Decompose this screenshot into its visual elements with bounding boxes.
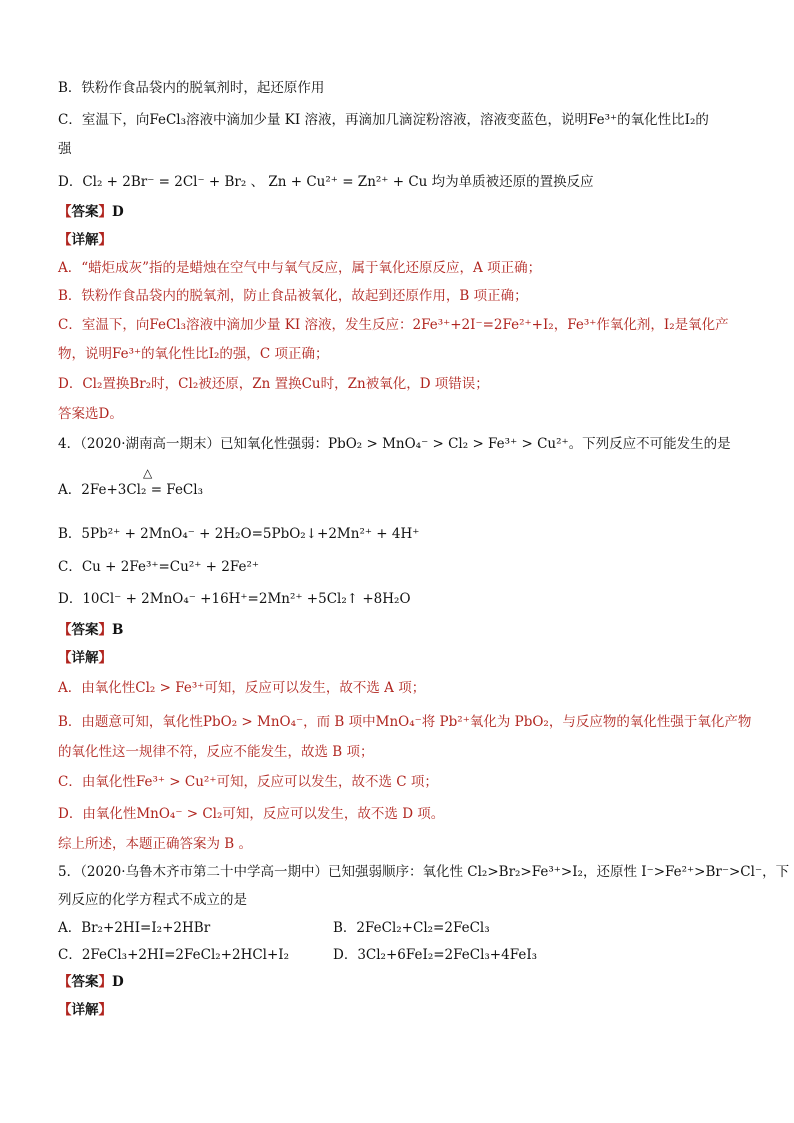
q4-detail-a: A．由氧化性Cl₂ > Fe³⁺可知，反应可以发生，故不选 A 项； [58,680,426,696]
q4-answer: 【答案】B [58,622,124,638]
q3-detail-c-line2: 物，说明Fe³⁺的氧化性比I₂的强，C 项正确； [58,346,329,362]
q4-detail-d: D．由氧化性MnO₄⁻ > Cl₂可知，反应可以发生，故不选 D 项。 [58,806,445,822]
q3-option-d: D．Cl₂ + 2Br⁻ = 2Cl⁻ + Br₂ 、 Zn + Cu²⁺ = Zn²⁺ + Cu 均为单质被还原的置换反应 [58,174,594,190]
q4-option-b: B．5Pb²⁺ + 2MnO₄⁻ + 2H₂O=5PbO₂↓+2Mn²⁺ + 4H⁺ [58,526,420,542]
q5-option-d: D．3Cl₂+6FeI₂=2FeCl₃+4FeI₃ [333,947,538,963]
answer-label: 答案 [71,204,99,220]
q3-option-c-line2: 强 [58,141,72,157]
q5-stem-line2: 列反应的化学方程式不成立的是 [58,892,247,908]
q3-detail-c-line1: C．室温下，向FeCl₃溶液中滴加少量 KI 溶液，发生反应：2Fe³⁺+2I⁻=2Fe²⁺+I₂，Fe³⁺作氧化剂，I₂是氧化产 [58,317,729,333]
q4-option-d: D．10Cl⁻ + 2MnO₄⁻ +16H⁺=2Mn²⁺ +5Cl₂↑ +8H₂O [58,591,411,607]
q4-conclusion: 综上所述，本题正确答案为 B 。 [58,836,253,852]
q3-detail-b: B．铁粉作食品袋内的脱氧剂，防止食品被氧化，故起到还原作用，B 项正确； [58,288,528,304]
q3-answer-value: D [112,204,124,220]
q3-answer: 【答案】D [58,204,124,220]
q4-answer-value: B [112,622,124,638]
q5-option-a: A．Br₂+2HI=I₂+2HBr [58,920,211,936]
q5-detail-label: 【详解】 [58,1002,112,1018]
q3-conclusion: 答案选D。 [58,406,123,422]
q4-detail-b-line1: B．由题意可知，氧化性PbO₂ > MnO₄⁻，而 B 项中MnO₄⁻将 Pb²⁺氧化为 PbO₂，与反应物的氧化性强于氧化产物 [58,714,752,730]
q3-option-c-line1: C．室温下，向FeCl₃溶液中滴加少量 KI 溶液，再滴加几滴淀粉溶液，溶液变蓝色，说明Fe³⁺的氧化性比I₂的 [58,112,709,128]
q4-detail-b-line2: 的氧化性这一规律不符，反应不能发生，故选 B 项； [58,744,374,760]
q4-option-c: C．Cu + 2Fe³⁺=Cu²⁺ + 2Fe²⁺ [58,559,260,575]
q3-detail-label: 【详解】 [58,232,112,248]
q5-answer: 【答案】D [58,974,124,990]
q5-option-b: B．2FeCl₂+Cl₂=2FeCl₃ [333,920,490,936]
q3-detail-d: D．Cl₂置换Br₂时，Cl₂被还原，Zn 置换Cu时，Zn被氧化，D 项错误； [58,376,489,392]
q3-detail-a: A．“蜡炬成灰”指的是蜡烛在空气中与氧气反应，属于氧化还原反应，A 项正确； [58,260,542,276]
q4-option-a-condition: △ [143,466,153,480]
q5-option-c: C．2FeCl₃+2HI=2FeCl₂+2HCl+I₂ [58,947,290,963]
q3-option-b: B．铁粉作食品袋内的脱氧剂时，起还原作用 [58,80,325,96]
q5-answer-value: D [112,974,124,990]
q4-option-a: A．2Fe+3Cl₂ = FeCl₃ [58,482,203,498]
q4-detail-label: 【详解】 [58,650,112,666]
q4-detail-c: C．由氧化性Fe³⁺ > Cu²⁺可知，反应可以发生，故不选 C 项； [58,774,438,790]
q4-stem: 4．（2020·湖南高一期末）已知氧化性强弱：PbO₂ > MnO₄⁻ > Cl₂ > Fe³⁺ > Cu²⁺。下列反应不可能发生的是 [58,436,731,452]
q5-stem-line1: 5．（2020·乌鲁木齐市第二十中学高一期中）已知强弱顺序：氧化性 Cl₂>Br₂>Fe³⁺>I₂，还原性 I⁻>Fe²⁺>Br⁻>Cl⁻，下 [58,864,790,880]
